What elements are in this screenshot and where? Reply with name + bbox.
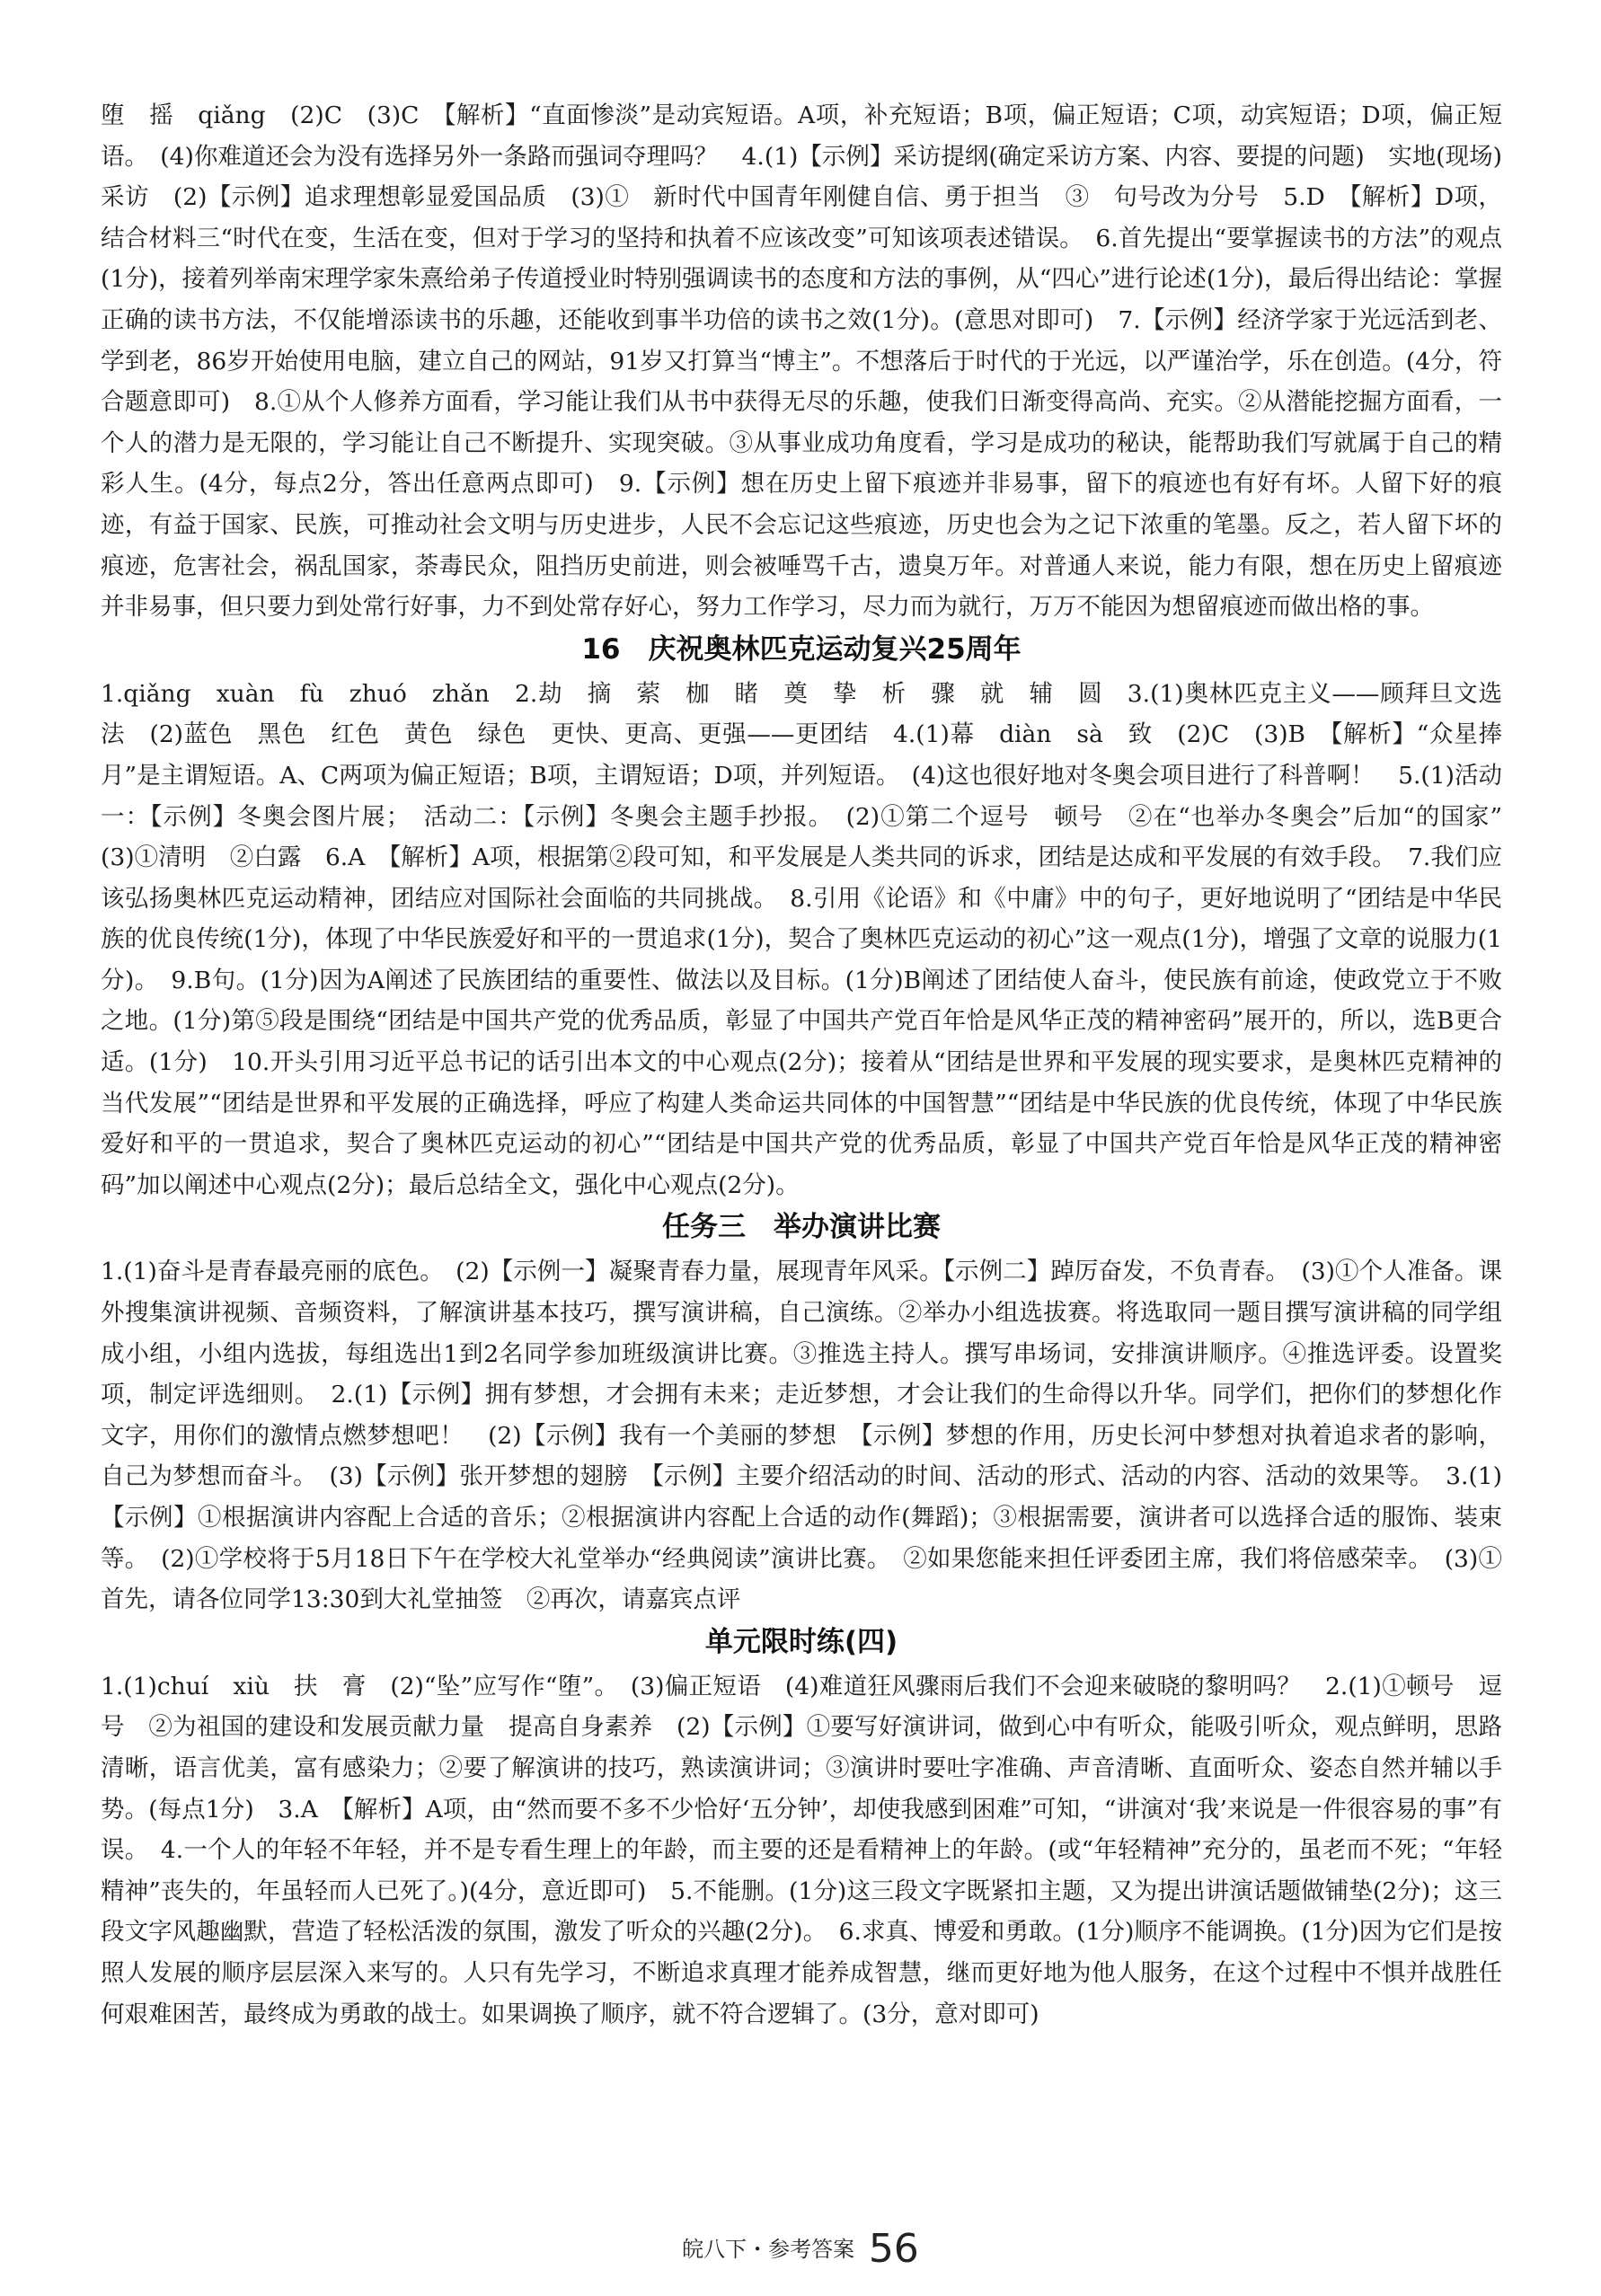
footer-label: 皖八下・参考答案 [682, 2237, 855, 2262]
section-2-body: 1.(1)奋斗是青春最亮丽的底色。 (2)【示例一】凝聚青春力量，展现青年风采。【示例二】踔厉奋发，不负青春。 (3)①个人准备。课外搜集演讲视频、音频资料，了解演讲基本技巧，撰写演讲稿，自己演练。②举办小组选拔赛。将选取同一题目撰写演讲稿的同学组成小组，小组内选拔，每组选出1到2名同学参加班级演讲比赛。③推选主持人。撰写串场词，安排演讲顺序。④推选评委。设置奖项，制定评选细则。 2.(1)【示例】拥有梦想，才会拥有未来；走近梦想，才会让我们的生命得以升华。同学们，把你们的梦想化作文字，用你们的激情点燃梦想吧！ (2)【示例】我有一个美丽的梦想 【示例】梦想的作用，历史长河中梦想对执着追求者的影响，自己为梦想而奋斗。 (3)【示例】张开梦想的翅膀 【示例】主要介绍活动的时间、活动的形式、活动的内容、活动的效果等。 3.(1)【示例】①根据演讲内容配上合适的音乐；②根据演讲内容配上合适的动作(舞蹈)；③根据需要，演讲者可以选择合适的服饰、装束等。 (2)①学校将于5月18日下午在学校大礼堂举办“经典阅读”演讲比赛。 ②如果您能来担任评委团主席，我们将倍感荣幸。 (3)①首先，请各位同学13:30到大礼堂抽签 ②再次，请嘉宾点评 [101, 1258, 1502, 1614]
section-1-body: 1.qiǎng xuàn fù zhuó zhǎn 2.劫 摘 萦 枷 睹 奠 挚 析 骤 就 辅 圆 3.(1)奥林匹克主义——顾拜旦文选 法 (2)蓝色 黑色 红色 黄色 绿色 更快、更高、更强——更团结 4.(1)幕 diàn sà 致 (2)C (3)B 【解析】“众星捧月”是主谓短语。A、C两项为偏正短语；B项，主谓短语；D项，并列短语。 (4)这也很好地对冬奥会项目进行了科普啊！ 5.(1)活动一：【示例】冬奥会图片展； 活动二：【示例】冬奥会主题手抄报。 (2)①第二个逗号 顿号 ②在“也举办冬奥会”后加“的国家” (3)①清明 ②白露 6.A 【解析】A项，根据第②段可知，和平发展是人类共同的诉求，团结是达成和平发展的有效手段。 7.我们应该弘扬奥林匹克运动精神，团结应对国际社会面临的共同挑战。 8.引用《论语》和《中庸》中的句子，更好地说明了“团结是中华民族的优良传统(1分)，体现了中华民族爱好和平的一贯追求(1分)，契合了奥林匹克运动的初心”这一观点(1分)，增强了文章的说服力(1分)。 9.B句。(1分)因为A阐述了民族团结的重要性、做法以及目标。(1分)B阐述了团结使人奋斗，使民族有前途，使政党立于不败之地。(1分)第⑤段是围绕“团结是中国共产党的优秀品质，彰显了中国共产党百年恰是风华正茂的精神密码”展开的，所以，选B更合适。(1分) 10.开头引用习近平总书记的话引出本文的中心观点(2分)；接着从“团结是世界和平发展的现实要求，是奥林匹克精神的当代发展”“团结是世界和平发展的正确选择，呼应了构建人类命运共同体的中国智慧”“团结是中华民族的优良传统，体现了中华民族爱好和平的一贯追求，契合了奥林匹克运动的初心”“团结是中国共产党的优秀品质，彰显了中国共产党百年恰是风华正茂的精神密码”加以阐述中心观点(2分)；最后总结全文，强化中心观点(2分)。 [101, 679, 1526, 1199]
section-3-body: 1.(1)chuí xiù 扶 膏 (2)“坠”应写作“堕”。 (3)偏正短语 (4)难道狂风骤雨后我们不会迎来破晓的黎明吗？ 2.(1)①顿号 逗号 ②为祖国的建设和发展贡献力量 提高自身素养 (2)【示例】①要写好演讲词，做到心中有听众，能吸引听众，观点鲜明，思路清晰，语言优美，富有感染力；②要了解演讲的技巧，熟读演讲词；③演讲时要吐字准确、声音清晰、直面听众、姿态自然并辅以手势。(每点1分) 3.A 【解析】A项，由“然而要不多不少恰好‘五分钟’，却使我感到困难”可知，“讲演对‘我’来说是一件很容易的事”有误。 4.一个人的年轻不年轻，并不是专看生理上的年龄，而主要的还是看精神上的年龄。(或“年轻精神”充分的，虽老而不死；“年轻精神”丧失的，年虽轻而人已死了。)(4分，意近即可) 5.不能删。(1分)这三段文字既紧扣主题，又为提出讲演话题做铺垫(2分)；这三段文字风趣幽默，营造了轻松活泼的氛围，激发了听众的兴趣(2分)。 6.求真、博爱和勇敢。(1分)顺序不能调换。(1分)因为它们是按照人发展的顺序层层深入来写的。人只有先学习，不断追求真理才能养成智慧，继而更好地为他人服务，在这个过程中不惧并战胜任何艰难困苦，最终成为勇敢的战士。如果调换了顺序，就不符合逻辑了。(3分，意对即可) [101, 1672, 1502, 2028]
section-0-body: 堕 摇 qiǎng (2)C (3)C 【解析】“直面惨淡”是动宾短语。A项，补充短语；B项，偏正短语；C项，动宾短语；D项，偏正短语。 (4)你难道还会为没有选择另外一条路而强词夺理吗？ 4.(1)【示例】采访提纲(确定采访方案、内容、要提的问题) 实地(现场)采访 (2)【示例】追求理想彰显爱国品质 (3)① 新时代中国青年刚健自信、勇于担当 ③ 句号改为分号 5.D 【解析】D项，结合材料三“时代在变，生活在变，但对于学习的坚持和执着不应该改变”可知该项表述错误。 6.首先提出“要掌握读书的方法”的观点(1分)，接着列举南宋理学家朱熹给弟子传道授业时特别强调读书的态度和方法的事例，从“四心”进行论述(1分)，最后得出结论：掌握正确的读书方法，不仅能增添读书的乐趣，还能收到事半功倍的读书之效(1分)。(意思对即可) 7.【示例】经济学家于光远活到老、学到老，86岁开始使用电脑，建立自己的网站，91岁又打算当“博主”。不想落后于时代的于光远，以严谨治学，乐在创造。(4分，符合题意即可) 8.①从个人修养方面看，学习能让我们从书中获得无尽的乐趣，使我们日渐变得高尚、充实。②从潜能挖掘方面看，一个人的潜力是无限的，学习能让自己不断提升、实现突破。③从事业成功角度看，学习是成功的秘诀，能帮助我们写就属于自己的精彩人生。(4分，每点2分，答出任意两点即可) 9.【示例】想在历史上留下痕迹并非易事，留下的痕迹也有好有坏。人留下好的痕迹，有益于国家、民族，可推动社会文明与历史进步，人民不会忘记这些痕迹，历史也会为之记下浓重的笔墨。反之，若人留下坏的痕迹，危害社会，祸乱国家，荼毒民众，阻挡历史前进，则会被唾骂千古，遗臭万年。对普通人来说，能力有限，想在历史上留痕迹并非易事，但只要力到处常行好事，力不到处常存好心，努力工作学习，尽力而为就行，万万不能因为想留痕迹而做出格的事。 [101, 102, 1502, 622]
section-1-heading: 16 庆祝奥林匹克运动复兴25周年 [581, 632, 1022, 666]
section-3-heading: 单元限时练(四) [704, 1625, 898, 1658]
answer-page [101, 95, 1526, 2035]
page-footer [0, 2226, 1601, 2272]
page-number: 56 [868, 2226, 919, 2272]
section-2-heading: 任务三 举办演讲比赛 [662, 1211, 941, 1244]
